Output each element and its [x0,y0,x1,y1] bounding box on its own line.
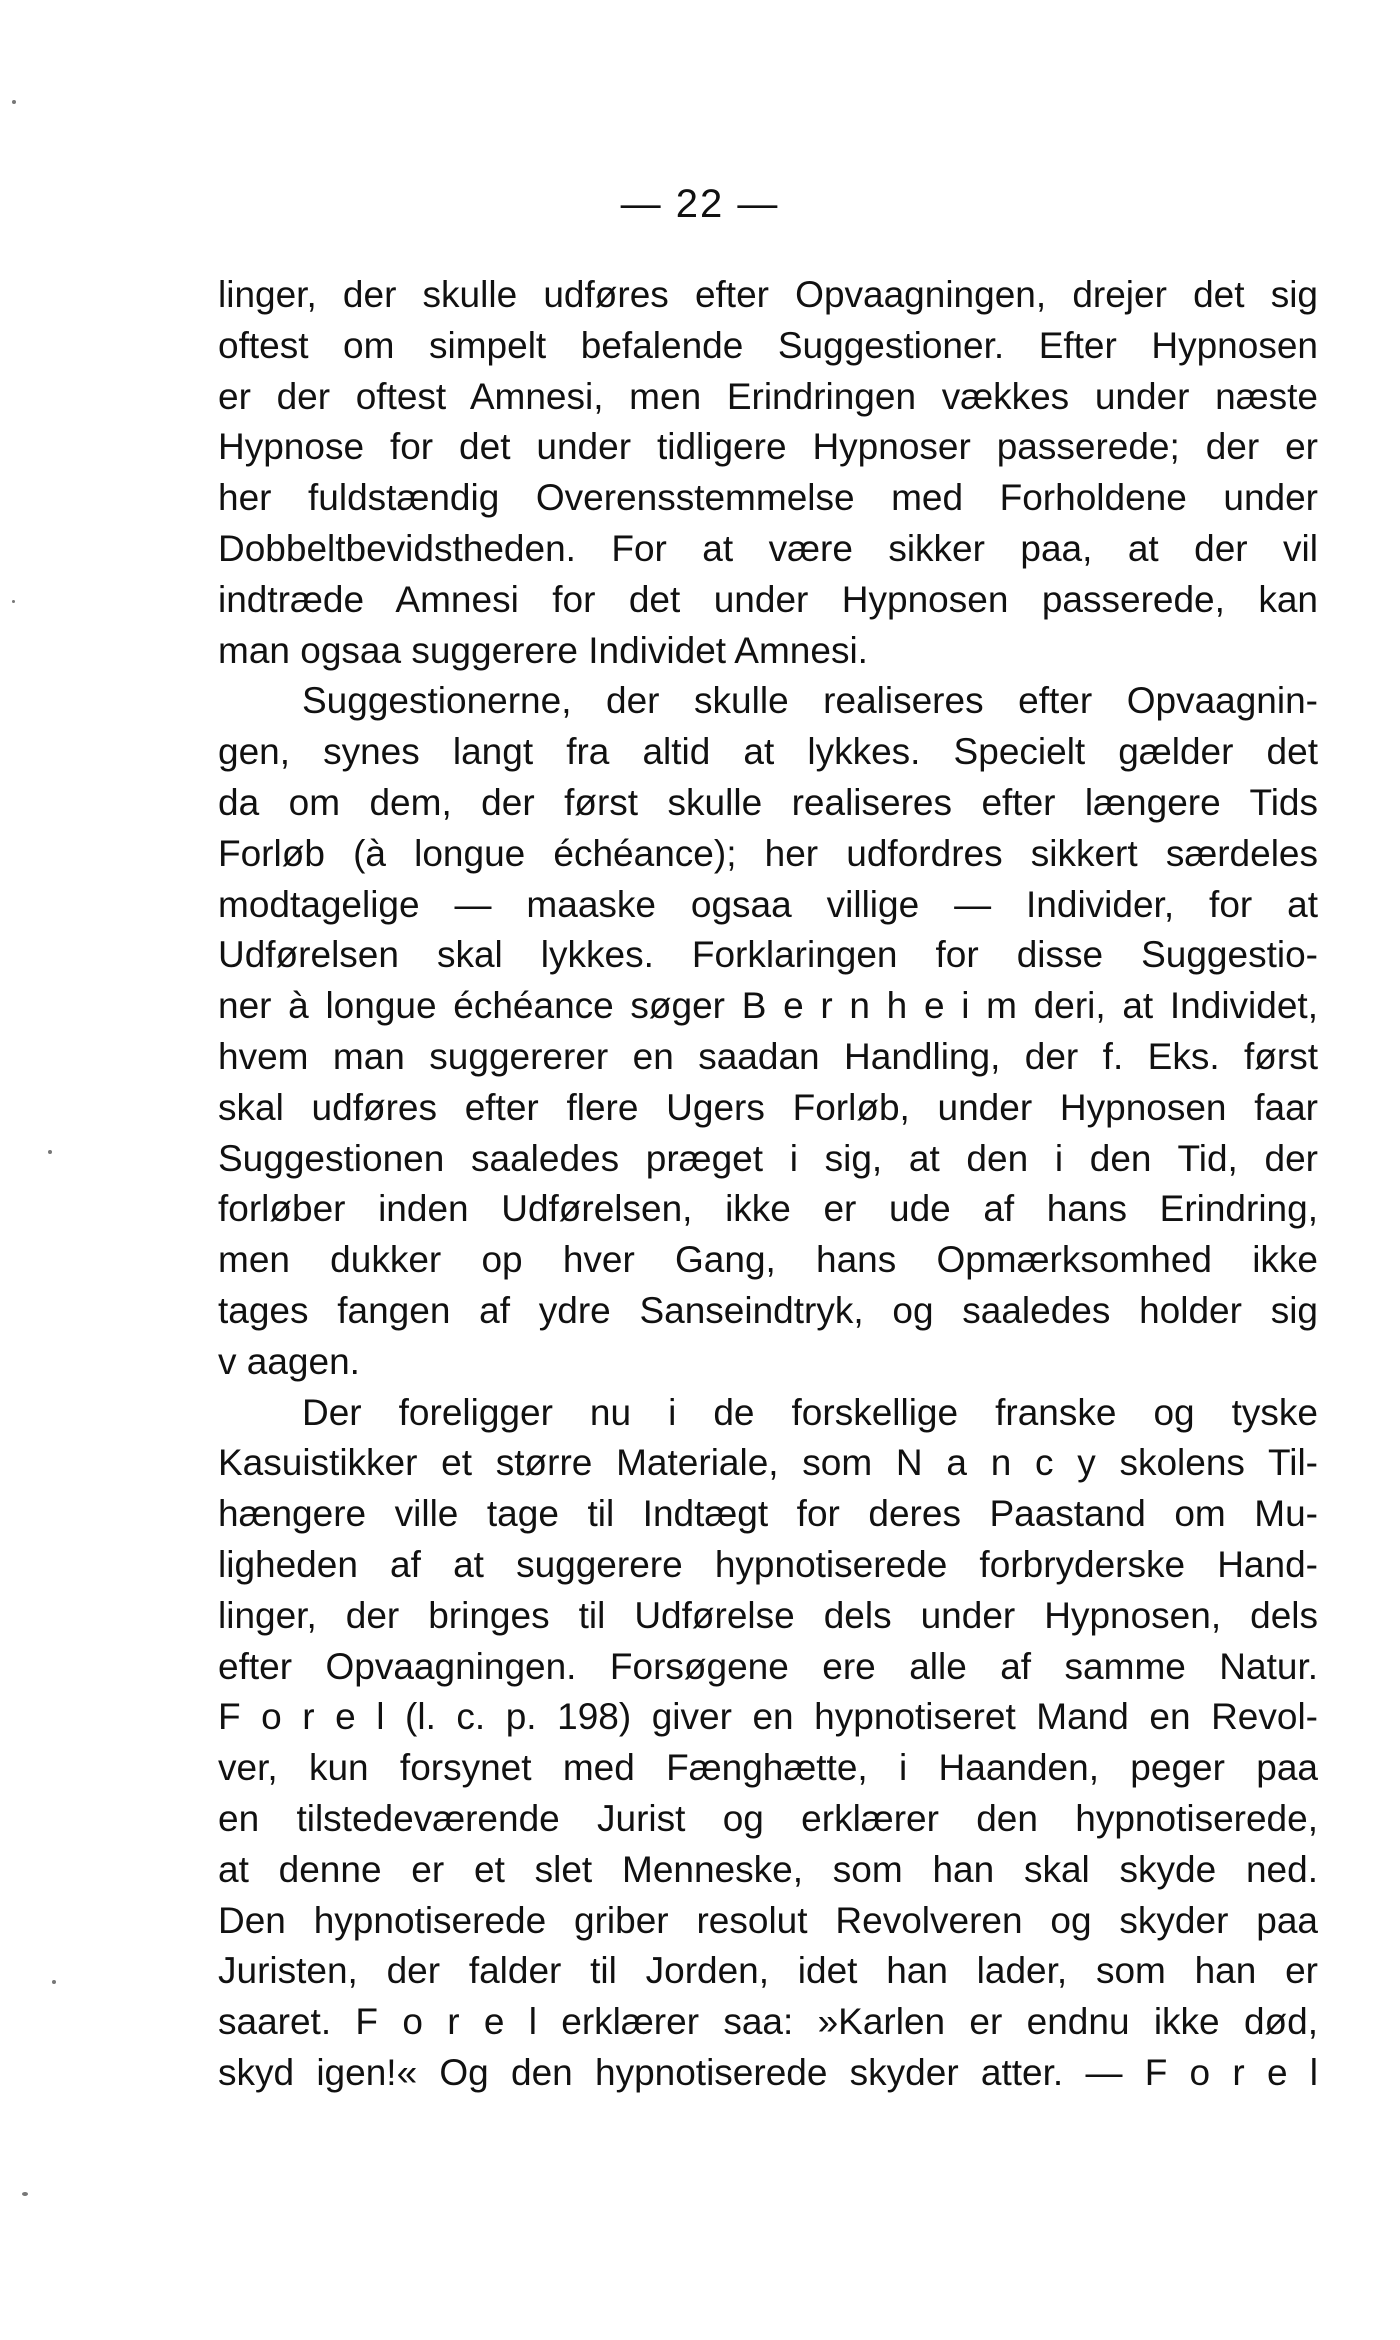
text-line: Kasuistikker et større Materiale, som N a n c y skolens Til- [218,1442,1318,1484]
text-line: Suggestionen saaledes præget i sig, at den i den Tid, der [218,1137,1318,1179]
text-line: men dukker op hver Gang, hans Opmærksomhed ikke [218,1239,1318,1281]
text-line: er der oftest Amnesi, men Erindringen vækkes under næste [218,375,1318,417]
text-line: ligheden af at suggerere hypnotiserede forbryderske Hand- [218,1543,1318,1585]
text-line: skal udføres efter flere Ugers Forløb, under Hypnosen faar [218,1086,1318,1128]
page-number: — 22 — [620,182,780,226]
text-line: v aagen. [218,1340,360,1382]
text-line: en tilstedeværende Jurist og erklærer den hypnotiserede, [218,1797,1318,1839]
text-line: Den hypnotiserede griber resolut Revolveren og skyder paa [218,1899,1318,1941]
text-line: at denne er et slet Menneske, som han skal skyde ned. [218,1848,1318,1890]
text-line: gen, synes langt fra altid at lykkes. Specielt gælder det [218,731,1318,773]
text-line: modtagelige — maaske ogsaa villige — Individer, for at [218,883,1318,925]
text-line: Der foreligger nu i de forskellige franske og tyske [302,1391,1318,1433]
text-line: da om dem, der først skulle realiseres efter længere Tids [218,781,1318,823]
text-line: Hypnose for det under tidligere Hypnoser passerede; der er [218,426,1318,468]
text-line: saaret. F o r e l erklærer saa: »Karlen er endnu ikke død, [218,2001,1318,2043]
text-line: F o r e l (l. c. p. 198) giver en hypnotiseret Mand en Revol- [218,1696,1318,1738]
text-line: man ogsaa suggerere Individet Amnesi. [218,629,868,671]
text-line: ner à longue échéance søger B e r n h e i m deri, at Individet, [218,985,1318,1027]
text-line: Dobbeltbevidstheden. For at være sikker paa, at der vil [218,527,1318,569]
scan-speck [48,1150,52,1154]
text-line: linger, der bringes til Udførelse dels under Hypnosen, dels [218,1594,1318,1636]
scan-speck [52,1980,56,1984]
text-line: hvem man suggererer en saadan Handling, der f. Eks. først [218,1035,1318,1077]
text-line: forløber inden Udførelsen, ikke er ude af hans Erindring, [218,1188,1318,1230]
text-line: Udførelsen skal lykkes. Forklaringen for disse Suggestio- [218,934,1318,976]
scan-speck [22,2192,28,2196]
scan-speck [12,100,16,104]
text-line: tages fangen af ydre Sanseindtryk, og saaledes holder sig [218,1289,1318,1331]
text-line: Juristen, der falder til Jorden, idet han lader, som han er [218,1950,1318,1992]
text-line: hængere ville tage til Indtægt for deres Paastand om Mu- [218,1493,1318,1535]
text-line: her fuldstændig Overensstemmelse med Forholdene under [218,477,1318,519]
scan-speck [12,600,15,603]
text-line: Suggestionerne, der skulle realiseres efter Opvaagnin- [302,680,1318,722]
body-text [218,270,1318,2099]
text-line: indtræde Amnesi for det under Hypnosen passerede, kan [218,578,1318,620]
text-line: skyd igen!« Og den hypnotiserede skyder atter. — F o r e l [218,2051,1318,2093]
text-line: ver, kun forsynet med Fænghætte, i Haanden, peger paa [218,1747,1318,1789]
text-line: oftest om simpelt befalende Suggestioner. Efter Hypnosen [218,324,1318,366]
text-line: efter Opvaagningen. Forsøgene ere alle af samme Natur. [218,1645,1318,1687]
text-line: Forløb (à longue échéance); her udfordres sikkert særdeles [218,832,1318,874]
text-line: linger, der skulle udføres efter Opvaagningen, drejer det sig [218,274,1318,315]
